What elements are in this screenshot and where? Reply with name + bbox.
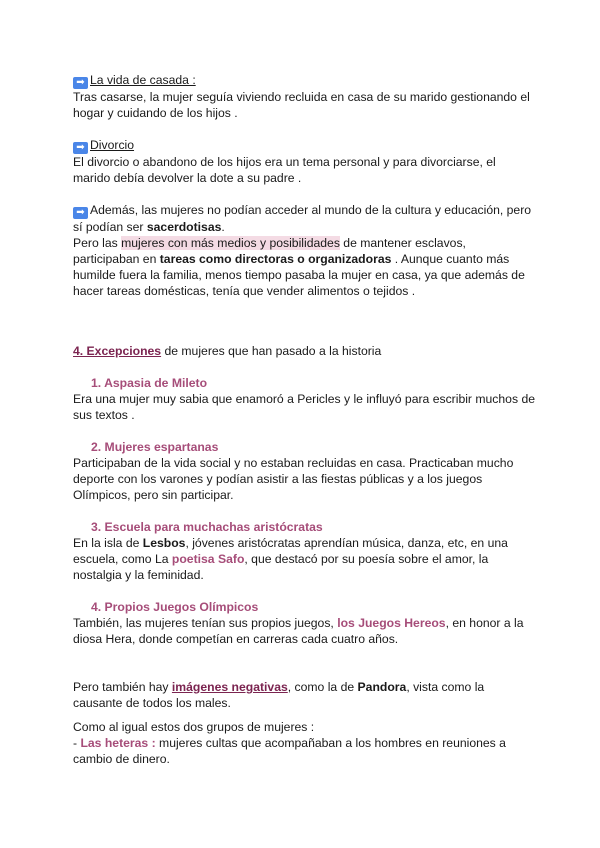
paragraph-medios: Pero las mujeres con más medios y posibilidades de mantener esclavos, participaban en tareas como directoras o organizadoras . Aunque cuanto más humilde fuera la familia, menos tiempo pasaba la mujer en casa, ya que además de hacer tareas domésticas, tenía que vender alimentos o tejidos . <box>73 236 525 298</box>
bold-tareas: tareas como directoras o organizadoras <box>159 252 392 266</box>
heading-divorcio <box>73 137 535 154</box>
heading-text: Divorcio <box>90 138 135 152</box>
arrow-right-icon: ➡ <box>73 77 88 89</box>
highlight-text: mujeres con más medios y posibilidades <box>121 236 340 250</box>
paragraph-ademas: ➡ Además, las mujeres no podían acceder al mundo de la cultura y educación, pero sí podían ser sacerdotisas. <box>73 203 532 234</box>
list-heading-2: 2. Mujeres espartanas <box>91 440 219 454</box>
heading-vida-casada <box>73 72 535 89</box>
link-imagenes-negativas[interactable]: imágenes negativas <box>171 680 288 694</box>
document-page <box>73 72 535 767</box>
paragraph-imagenes: Pero también hay imágenes negativas, como la de Pandora, vista como la causante de todos los males. <box>73 680 485 710</box>
list-heading-1: 1. Aspasia de Mileto <box>91 376 208 390</box>
paragraph-divorcio: El divorcio o abandono de los hijos era un tema personal y para divorciarse, el marido debía devolver la dote a su padre . <box>73 155 496 185</box>
bold-lesbos: Lesbos <box>142 536 186 550</box>
arrow-right-icon: ➡ <box>73 207 88 219</box>
paragraph-grupos: Como al igual estos dos grupos de mujeres : <box>73 720 315 734</box>
section-title: 4. Excepciones de mujeres que han pasado a la historia <box>73 344 382 358</box>
list-text-2: Participaban de la vida social y no estaban recluidas en casa. Practicaban mucho deporte con los varones y podían asistir a las fiestas públicas y a los juegos Olímpicos, pero sin participar. <box>73 456 514 502</box>
list-text-1: Era una mujer muy sabia que enamoró a Pericles y le influyó para escribir muchos de sus textos . <box>73 392 535 422</box>
list-text-3: En la isla de Lesbos, jóvenes aristócratas aprendían música, danza, etc, en una escuela, como La poetisa Safo, que destacó por su poesía sobre el amor, la nostalgia y la feminidad. <box>73 536 508 582</box>
list-heading-4: 4. Propios Juegos Olímpicos <box>91 600 259 614</box>
pink-heteras: Las heteras : <box>80 736 156 750</box>
pink-juegos-hereos: los Juegos Hereos <box>337 616 446 630</box>
bold-sacerdotisas: sacerdotisas <box>146 220 222 234</box>
pink-safo: poetisa Safo <box>171 552 245 566</box>
heading-text: La vida de casada : <box>90 73 196 87</box>
bold-pandora: Pandora <box>357 680 407 694</box>
list-heading-3: 3. Escuela para muchachas aristócratas <box>91 520 323 534</box>
arrow-right-icon: ➡ <box>73 142 88 154</box>
list-text-4: También, las mujeres tenían sus propios juegos, los Juegos Hereos, en honor a la diosa Hera, donde competían en carreras cada cuatro años. <box>73 616 524 646</box>
paragraph-vida-casada: Tras casarse, la mujer seguía viviendo recluida en casa de su marido gestionando el hogar y cuidando de los hijos . <box>73 90 530 120</box>
paragraph-heteras: - Las heteras : mujeres cultas que acompañaban a los hombres en reuniones a cambio de dinero. <box>73 736 506 766</box>
section-link[interactable]: 4. Excepciones <box>73 344 162 358</box>
